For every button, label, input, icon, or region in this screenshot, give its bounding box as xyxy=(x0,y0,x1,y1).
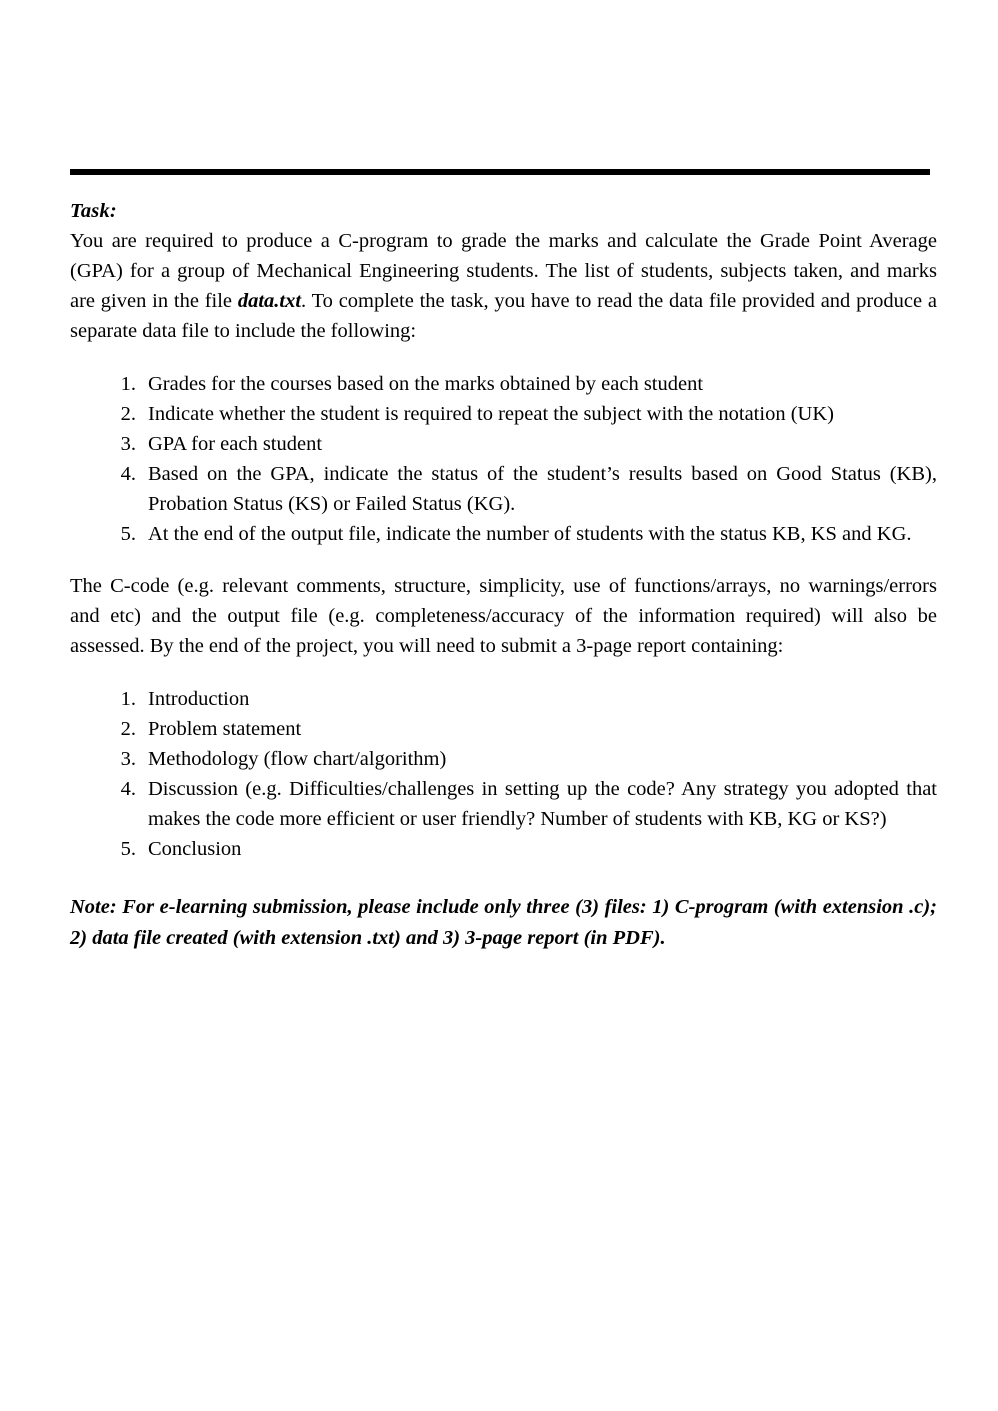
list-item-number: 1. xyxy=(120,373,136,395)
list-item xyxy=(70,684,937,714)
list-item-number: 2. xyxy=(120,718,136,740)
spacer xyxy=(70,864,937,892)
document-body xyxy=(70,196,937,954)
list-item-number: 1. xyxy=(120,688,136,710)
list-item xyxy=(70,459,937,519)
submission-note: Note: For e-learning submission, please include only three (3) files: 1) C-program (with extension .c); 2) data file created (with extension .txt) and 3) 3-page report (in PDF). xyxy=(70,896,937,949)
list-item-label: Introduction xyxy=(148,688,250,710)
list-item xyxy=(70,399,937,429)
list-item-label: Based on the GPA, indicate the status of the student’s results based on Good Status (KB), Probation Status (KS) or Failed Status (KG). xyxy=(148,463,937,515)
requirements-list xyxy=(70,369,937,549)
task-intro-paragraph xyxy=(70,226,937,346)
list-item-label: Methodology (flow chart/algorithm) xyxy=(148,748,447,770)
list-item xyxy=(70,369,937,399)
spacer xyxy=(70,549,937,571)
horizontal-rule xyxy=(70,169,930,175)
assessment-paragraph: The C-code (e.g. relevant comments, structure, simplicity, use of functions/arrays, no warnings/errors and etc) and the output file (e.g. completeness/accuracy of the information required) will also be assessed. By the end of the project, you will need to submit a 3-page report containing: xyxy=(70,575,937,657)
list-item-label: Conclusion xyxy=(148,838,242,860)
list-item xyxy=(70,429,937,459)
list-item xyxy=(70,834,937,864)
spacer xyxy=(70,661,937,684)
list-item-label: At the end of the output file, indicate the number of students with the status KB, KS and KG. xyxy=(148,523,912,545)
spacer xyxy=(70,346,937,369)
list-item-label: GPA for each student xyxy=(148,433,323,455)
list-item-number: 2. xyxy=(120,403,136,425)
task-intro-text-part1: You are required to produce a C-program to grade the marks and calculate the Grade Point Average (GPA) for a group of Mechanical Engineering students. The list of students, subjects taken, and marks are given in the file xyxy=(70,230,937,312)
list-item-number: 4. xyxy=(120,778,136,800)
list-item-number: 3. xyxy=(120,748,136,770)
task-heading: Task: xyxy=(70,200,117,222)
list-item-number: 5. xyxy=(120,523,136,545)
list-item xyxy=(70,714,937,744)
list-item-number: 3. xyxy=(120,433,136,455)
list-item-label: Indicate whether the student is required to repeat the subject with the notation (UK) xyxy=(148,403,834,425)
list-item xyxy=(70,774,937,834)
data-file-name: data.txt xyxy=(237,290,302,312)
list-item xyxy=(70,744,937,774)
list-item-label: Grades for the courses based on the marks obtained by each student xyxy=(148,373,704,395)
task-intro-text-part2: . To complete the task, you have to read the data file provided and produce a separate data file to include the following: xyxy=(70,290,937,342)
list-item-label: Problem statement xyxy=(148,718,302,740)
list-item xyxy=(70,519,937,549)
report-contents-list xyxy=(70,684,937,864)
list-item-number: 4. xyxy=(120,463,136,485)
list-item-label: Discussion (e.g. Difficulties/challenges in setting up the code? Any strategy you adopted that makes the code more efficient or user friendly? Number of students with KB, KG or KS?) xyxy=(148,778,937,830)
list-item-number: 5. xyxy=(120,838,136,860)
